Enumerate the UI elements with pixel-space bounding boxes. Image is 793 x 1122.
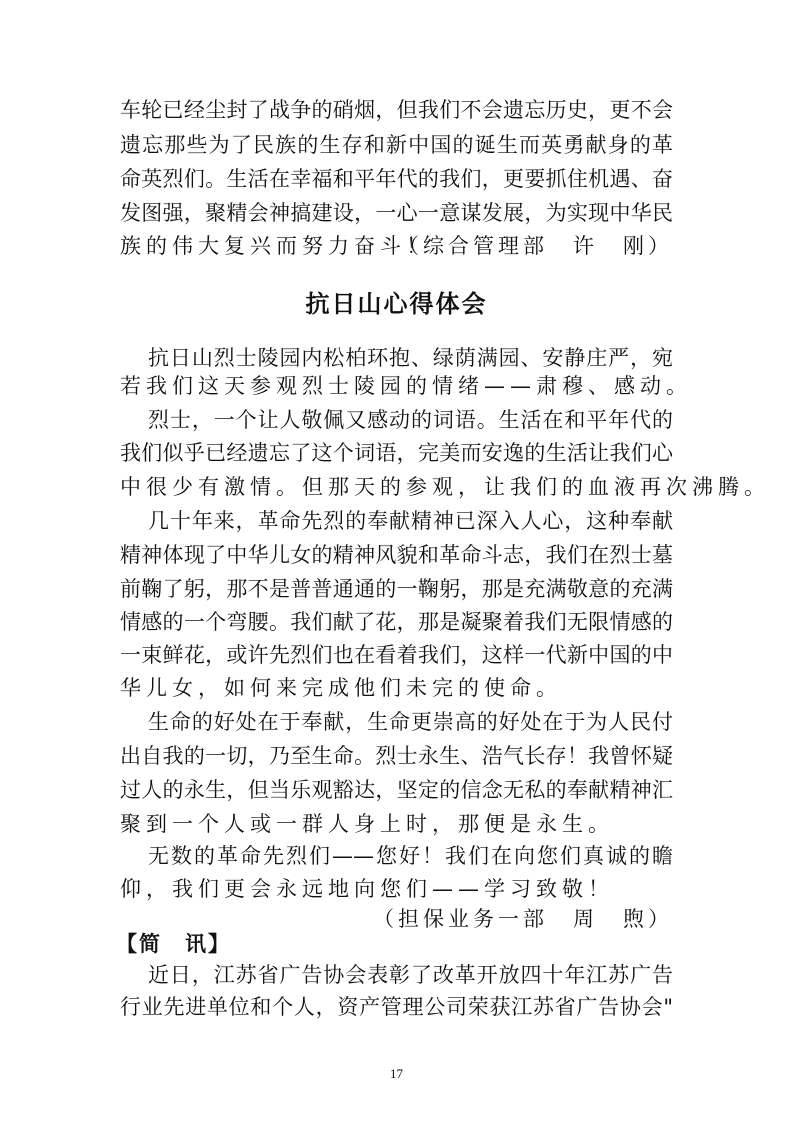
text-line: 中很少有激情。但那天的参观，让我们的血液再次沸腾。: [120, 475, 770, 499]
text-line: 烈士，一个让人敬佩又感动的词语。生活在和平年代的: [148, 408, 673, 432]
text-line: 精神体现了中华儿女的精神风貌和革命斗志，我们在烈士墓: [120, 543, 673, 567]
text-line: 聚到一个人或一群人身上时，那便是永生。: [120, 812, 614, 836]
text-line: 生命的好处在于奉献，生命更崇高的好处在于为人民付: [148, 710, 673, 734]
text-line: 仰，我们更会永远地向您们——学习致敬！: [120, 877, 614, 901]
text-line: 前鞠了躬，那不是普普通通的一鞠躬，那是充满敬意的充满: [120, 577, 673, 601]
article-author: （担保业务一部 周 煦）: [373, 907, 673, 931]
text-line: 出自我的一切，乃至生命。烈士永生、浩气长存！我曾怀疑: [120, 744, 673, 768]
text-line: 行业先进单位和个人，资产管理公司荣获江苏省广告协会": [120, 995, 673, 1019]
text-line: 无数的革命先烈们——您好！我们在向您们真诚的瞻: [148, 844, 673, 868]
intro-line: 遗忘那些为了民族的生存和新中国的诞生而英勇献身的革: [120, 133, 673, 157]
text-line: 近日，江苏省广告协会表彰了改革开放四十年江苏广告: [148, 963, 673, 987]
text-line: 我们似乎已经遗忘了这个词语，完美而安逸的生活让我们心: [120, 441, 673, 465]
intro-line: 车轮已经尘封了战争的硝烟，但我们不会遗忘历史，更不会: [120, 98, 673, 122]
text-line: 华儿女，如何来完成他们未完的使命。: [120, 676, 562, 700]
text-line: 一束鲜花，或许先烈们也在看着我们，这样一代新中国的中: [120, 643, 673, 667]
news-heading: 【简 讯】: [116, 932, 231, 956]
text-line: 几十年来，革命先烈的奉献精神已深入人心，这种奉献: [148, 509, 673, 533]
text-line: 情感的一个弯腰。我们献了花，那是凝聚着我们无限情感的: [120, 610, 673, 634]
text-line: 过人的永生，但当乐观豁达，坚定的信念无私的奉献精神汇: [120, 778, 673, 802]
intro-line: 命英烈们。生活在幸福和平年代的我们，更要抓住机遇、奋: [120, 167, 673, 191]
article-title: 抗日山心得体会: [305, 290, 488, 318]
text-line: 抗日山烈士陵园内松柏环抱、绿荫满园、安静庄严，宛: [148, 346, 673, 370]
intro-line: 发图强，聚精会神搞建设，一心一意谋发展，为实现中华民: [120, 201, 673, 225]
intro-line: 族的伟大复兴而努力奋斗！: [120, 234, 432, 258]
intro-author: （综合管理部 许 刚）: [398, 234, 673, 258]
page-number: 17: [390, 1066, 403, 1081]
text-line: 若我们这天参观烈士陵园的情绪——肃穆、感动。: [120, 374, 692, 398]
